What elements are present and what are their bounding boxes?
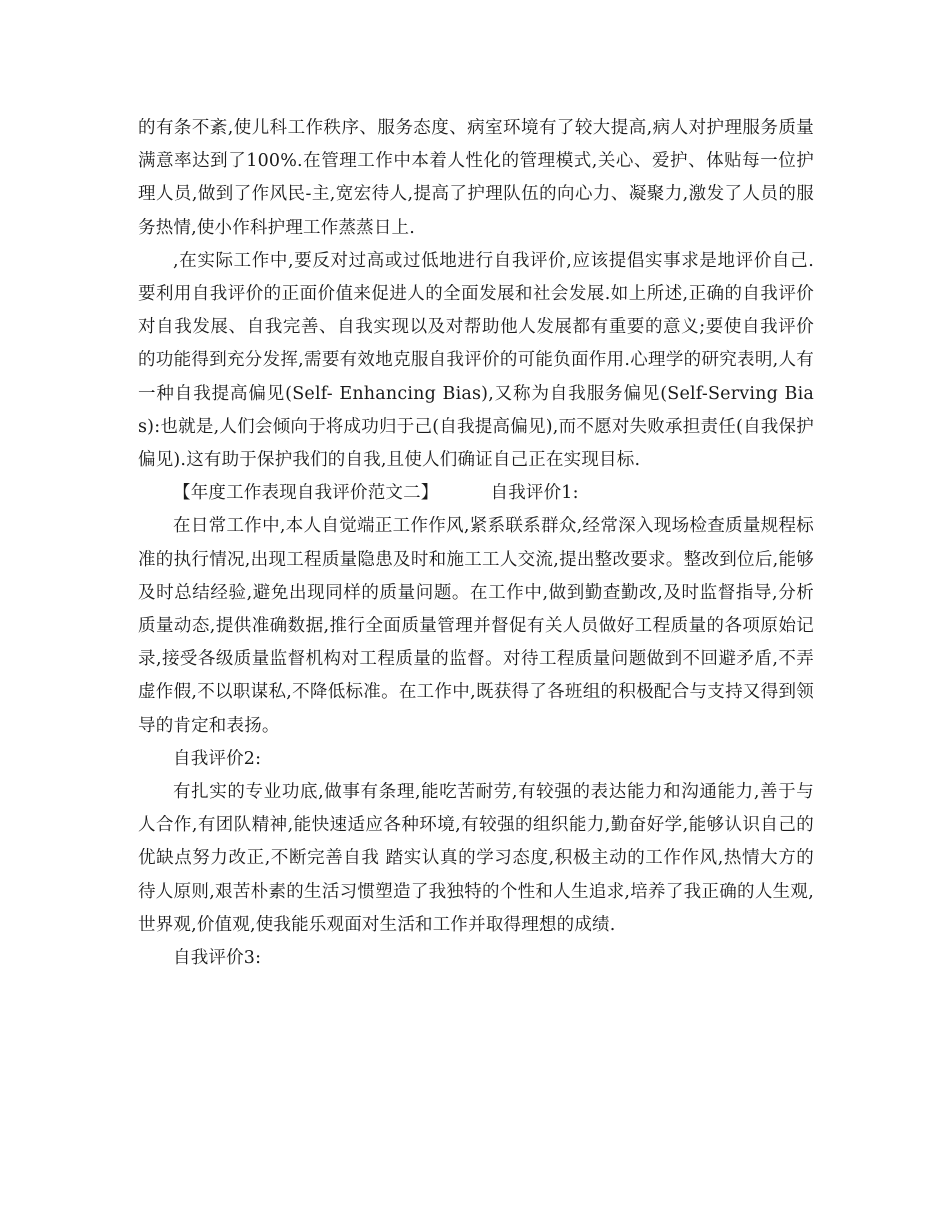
eval-2-label: 自我评价2: xyxy=(173,748,262,769)
section-heading-line xyxy=(138,477,814,510)
section-title: 【年度工作表现自我评价范文二】 xyxy=(173,483,439,504)
paragraph-1: 的有条不紊,使儿科工作秩序、服务态度、病室环境有了较大提高,病人对护理服务质量满意率达到了100%.在管理工作中本着人性化的管理模式,关心、爱护、体贴每一位护理人员,做到了作风民-主,宽宏待人,提高了护理队伍的向心力、凝聚力,激发了人员的服务热情,使小作科护理工作蒸蒸日上. xyxy=(138,118,814,238)
document-page xyxy=(138,112,814,975)
paragraph-3: 在日常工作中,本人自觉端正工作作风,紧系联系群众,经常深入现场检查质量规程标准的执行情况,出现工程质量隐患及时和施工工人交流,提出整改要求。整改到位后,能够及时总结经验,避免出现同样的质量问题。在工作中,做到勤查勤改,及时监督指导,分析质量动态,提供准确数据,推行全面质量管理并督促有关人员做好工程质量的各项原始记录,接受各级质量监督机构对工程质量的监督。对待工程质量问题做到不回避矛盾,不弄虚作假,不以职谋私,不降低标准。在工作中,既获得了各班组的积极配合与支持又得到领导的肯定和表扬。 xyxy=(138,516,814,736)
eval-1-label: 自我评价1: xyxy=(490,483,579,504)
paragraph-2: ,在实际工作中,要反对过高或过低地进行自我评价,应该提倡实事求是地评价自己.要利用自我评价的正面价值来促进人的全面发展和社会发展.如上所述,正确的自我评价对自我发展、自我完善、自我实现以及对帮助他人发展都有重要的意义;要使自我评价的功能得到充分发挥,需要有效地克服自我评价的可能负面作用.心理学的研究表明,人有一种自我提高偏见(Self- Enhancing Bias),又称为自我服务偏见(Self-Serving Bias):也就是,人们会倾向于将成功归于己(自我提高偏见),而不愿对失败承担责任(自我保护偏见).这有助于保护我们的自我,且使人们确证自己正在实现目标. xyxy=(138,250,814,471)
paragraph-4: 有扎实的专业功底,做事有条理,能吃苦耐劳,有较强的表达能力和沟通能力,善于与人合作,有团队精神,能快速适应各种环境,有较强的组织能力,勤奋好学,能够认识自己的优缺点努力改正,不断完善自我 踏实认真的学习态度,积极主动的工作作风,热情大方的待人原则,艰苦朴素的生活习惯塑造了我独特的个性和人生追求,培养了我正确的人生观,世界观,价值观,使我能乐观面对生活和工作并取得理想的成绩. xyxy=(138,782,814,935)
eval-3-label: 自我评价3: xyxy=(173,948,262,969)
